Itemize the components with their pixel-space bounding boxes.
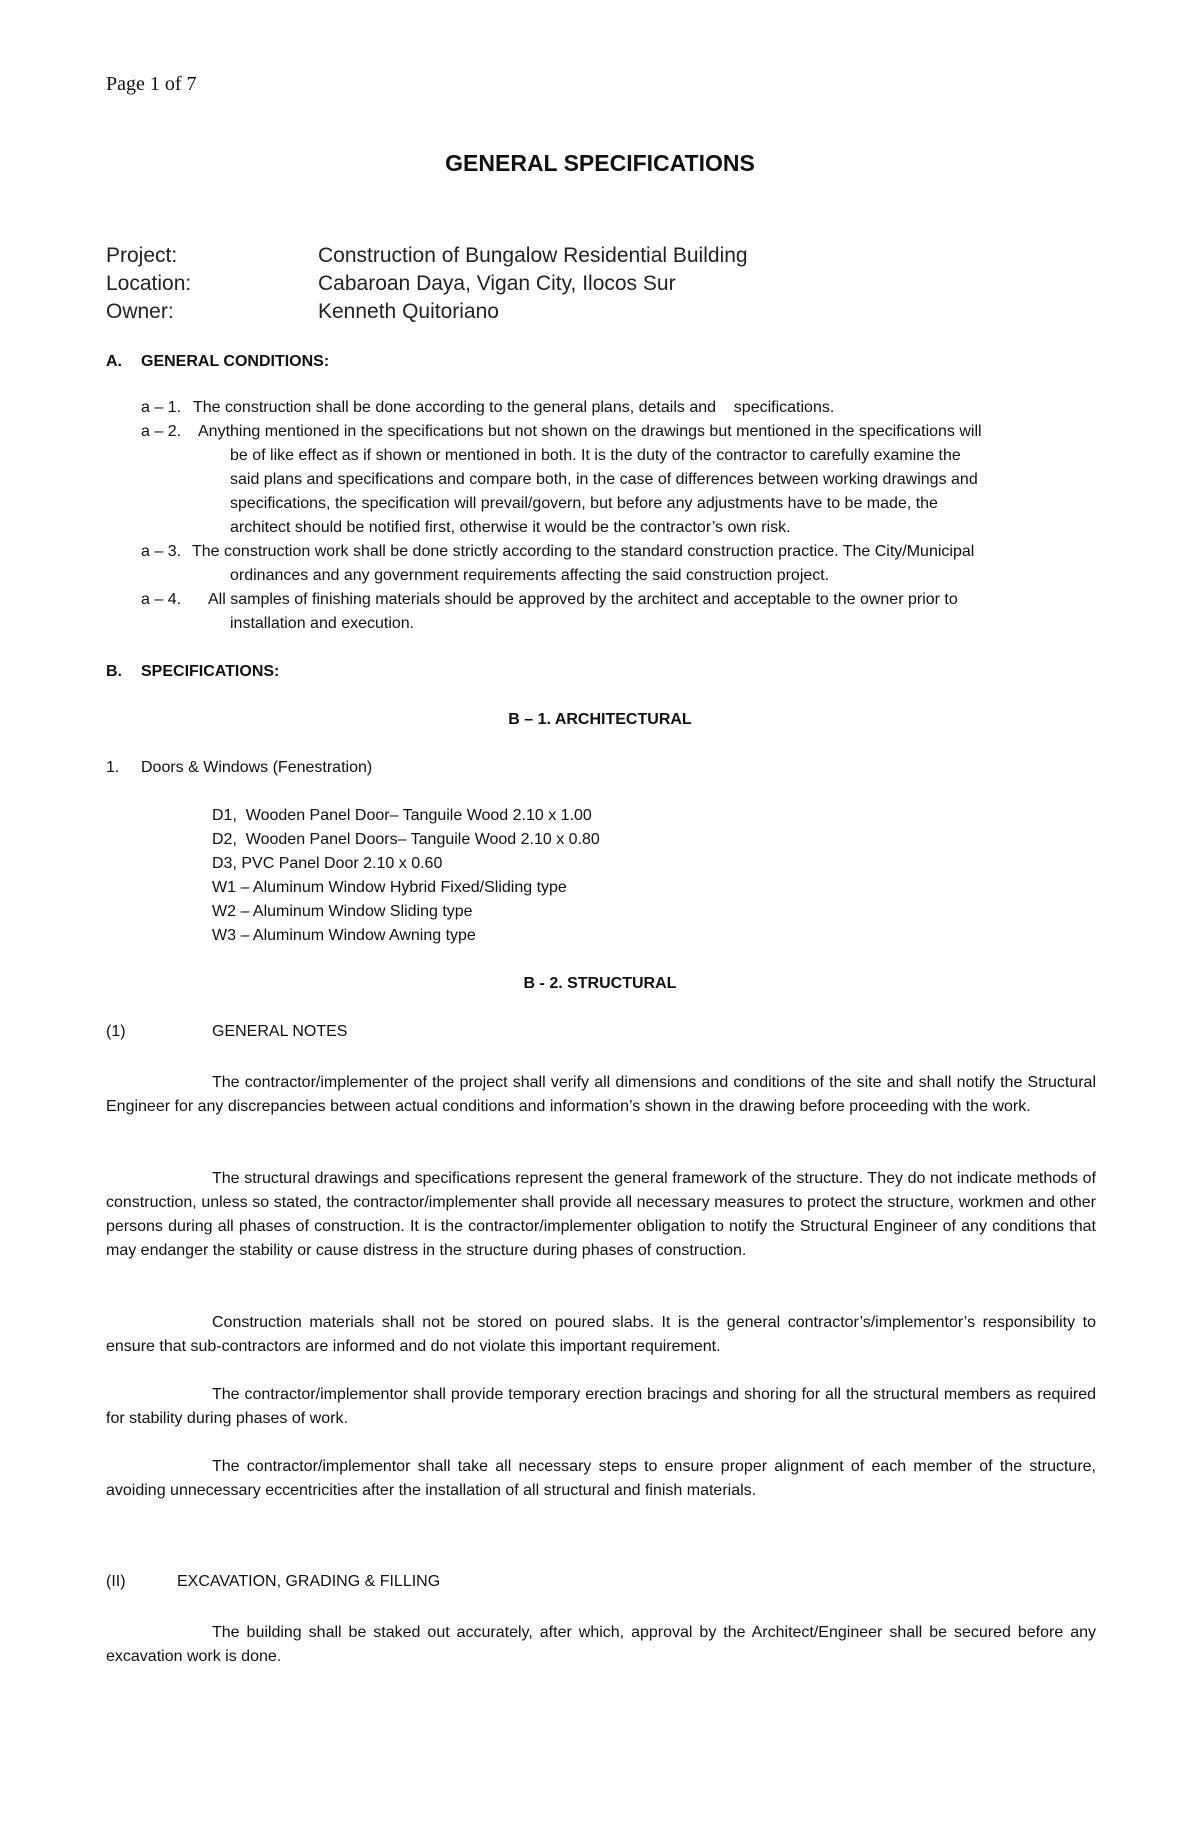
fenestration-item: W1 – Aluminum Window Hybrid Fixed/Sliding type [212,879,567,896]
architectural-heading: B – 1. ARCHITECTURAL [508,711,692,728]
item-a2-line: be of like effect as if shown or mentioned in both. It is the duty of the contractor to carefully examine the [230,447,961,464]
location-label: Location: [106,272,192,295]
item-a4-label: a – 4. [141,591,182,608]
section-a-heading: GENERAL CONDITIONS: [141,353,330,370]
fenestration-item: D1, Wooden Panel Door– Tanguile Wood 2.10 x 1.00 [212,807,592,824]
item-a4-line: All samples of finishing materials should be approved by the architect and acceptable to the owner prior to [208,591,958,608]
item-a3-label: a – 3. [141,543,182,560]
fenestration-item: W3 – Aluminum Window Awning type [212,927,476,944]
item-a1-text: The construction shall be done according to the general plans, details and specifications. [193,399,835,416]
general-note-paragraph: Construction materials shall not be stored on poured slabs. It is the general contractor’s/implementor’s responsibility to ensure that sub-contractors are informed and do not violate this important requirement. [106,1314,1096,1355]
page-title: GENERAL SPECIFICATIONS [445,150,755,176]
general-notes-number: (1) [106,1023,126,1040]
general-notes-title: GENERAL NOTES [212,1023,348,1040]
fenestration-item: W2 – Aluminum Window Sliding type [212,903,473,920]
general-note-paragraph: The contractor/implementor shall provide temporary erection bracings and shoring for all the structural members as required for stability during phases of work. [106,1386,1096,1427]
doors-windows-number: 1. [106,759,120,776]
general-note-paragraph: The structural drawings and specifications represent the general framework of the structure. They do not indicate methods of construction, unless so stated, the contractor/implementer shall provide all necessary measures to protect the structure, workmen and other persons during all phases of construction. It is the contractor/implementer obligation to notify the Structural Engineer of any conditions that may endanger the stability or cause distress in the structure during phases of construction. [106,1170,1096,1259]
section-a-marker: A. [106,353,122,370]
section-b-marker: B. [106,663,122,680]
location-value: Cabaroan Daya, Vigan City, Ilocos Sur [318,272,676,295]
item-a2-line: Anything mentioned in the specifications but not shown on the drawings but mentioned in the specifications will [198,423,982,440]
structural-heading: B - 2. STRUCTURAL [523,975,677,992]
fenestration-item: D2, Wooden Panel Doors– Tanguile Wood 2.10 x 0.80 [212,831,600,848]
page-number: Page 1 of 7 [106,73,197,95]
item-a2-line: architect should be notified first, otherwise it would be the contractor’s own risk. [230,519,791,536]
item-a1-label: a – 1. [141,399,182,416]
owner-label: Owner: [106,300,174,323]
project-label: Project: [106,244,178,267]
excavation-number: (II) [106,1573,126,1590]
owner-value: Kenneth Quitoriano [318,300,499,323]
general-note-paragraph: The contractor/implementer of the project shall verify all dimensions and conditions of the site and shall notify the Structural Engineer for any discrepancies between actual conditions and information’s shown in the drawing before proceeding with the work. [106,1074,1096,1115]
item-a3-line: ordinances and any government requirements affecting the said construction project. [230,567,830,584]
general-note-paragraph: The contractor/implementor shall take all necessary steps to ensure proper alignment of each member of the structure, avoiding unnecessary eccentricities after the installation of all structural and finish materials. [106,1458,1096,1499]
fenestration-item: D3, PVC Panel Door 2.10 x 0.60 [212,855,443,872]
item-a3-line: The construction work shall be done strictly according to the standard construction practice. The City/Municipal [192,543,975,560]
project-value: Construction of Bungalow Residential Building [318,244,748,267]
item-a4-line: installation and execution. [230,615,415,632]
section-b-heading: SPECIFICATIONS: [141,663,280,680]
item-a2-line: specifications, the specification will prevail/govern, but before any adjustments have to be made, the [230,495,938,512]
item-a2-line: said plans and specifications and compare both, in the case of differences between working drawings and [230,471,978,488]
item-a2-label: a – 2. [141,423,182,440]
doors-windows-title: Doors & Windows (Fenestration) [141,759,373,776]
excavation-title: EXCAVATION, GRADING & FILLING [177,1573,441,1590]
excavation-paragraph: The building shall be staked out accurately, after which, approval by the Architect/Engineer shall be secured before any excavation work is done. [106,1624,1096,1665]
